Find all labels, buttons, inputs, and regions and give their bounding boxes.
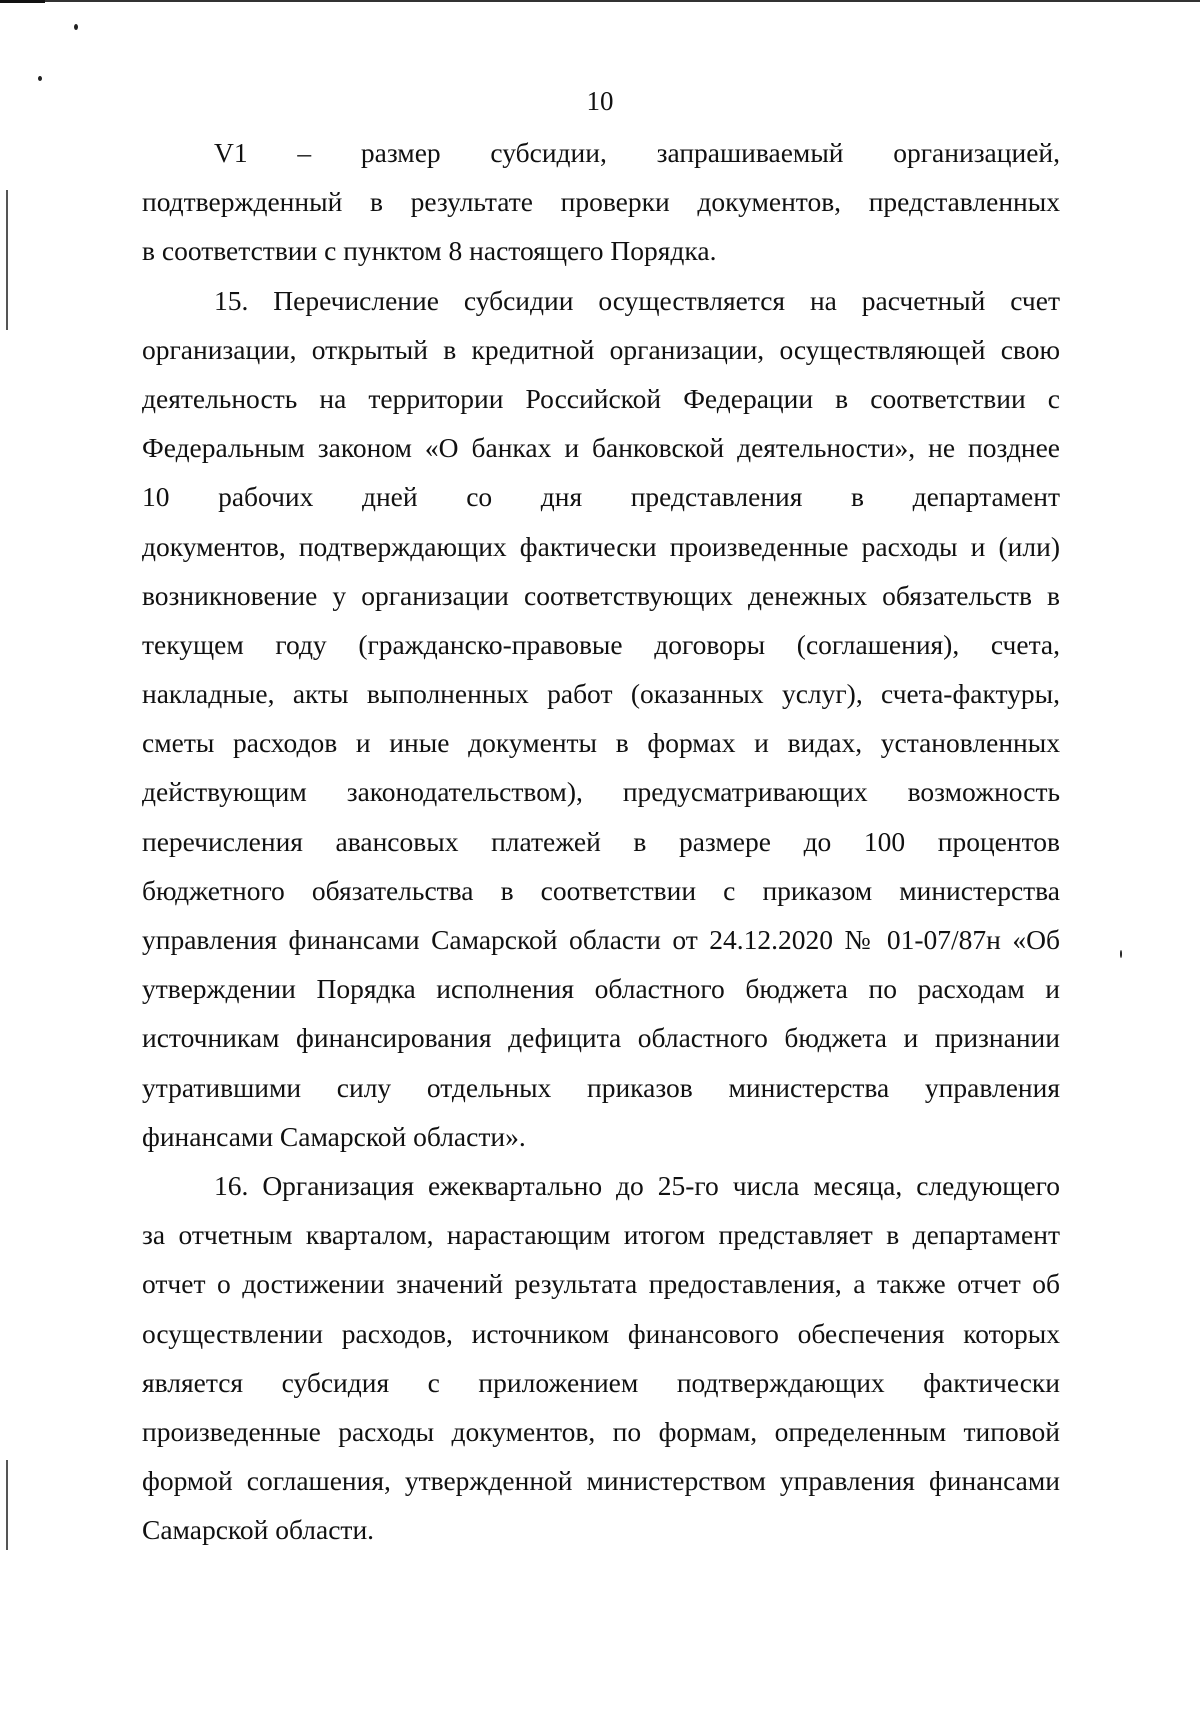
text-line: подтвержденный в результате проверки документов, представленных — [142, 186, 1060, 218]
scan-speck — [74, 24, 78, 30]
text-line: финансами Самарской области». — [142, 1120, 526, 1152]
text-line: формой соглашения, утвержденной министерством управления финансами — [142, 1465, 1060, 1497]
text-line: утверждении Порядка исполнения областного бюджета по расходам и — [142, 973, 1060, 1005]
scan-speck — [38, 76, 42, 81]
text-line: организации, открытый в кредитной организации, осуществляющей свою — [142, 333, 1060, 365]
document-body — [142, 128, 1060, 1554]
text-line: управления финансами Самарской области от 24.12.2020 № 01-07/87н «Об — [142, 924, 1060, 955]
text-line: произведенные расходы документов, по формам, определенным типовой — [142, 1415, 1060, 1447]
text-line: в соответствии с пунктом 8 настоящего Порядка. — [142, 235, 717, 267]
paragraph-15 — [142, 276, 1060, 1161]
text-line: бюджетного обязательства в соответствии с приказом министерства — [142, 874, 1060, 906]
text-line: деятельность на территории Российской Федерации в соответствии с — [142, 382, 1060, 414]
text-line: является субсидия с приложением подтверждающих фактически — [142, 1366, 1060, 1398]
text-line: текущем году (гражданско-правовые договоры (соглашения), счета, — [142, 628, 1060, 660]
scan-left-edge-mark — [6, 1460, 8, 1550]
text-line: 16. Организация ежеквартально до 25-го числа месяца, следующего — [214, 1169, 1060, 1201]
text-line: 15. Перечисление субсидии осуществляется на расчетный счет — [214, 284, 1060, 316]
text-line: сметы расходов и иные документы в формах и видах, установленных — [142, 727, 1060, 759]
text-line: документов, подтверждающих фактически произведенные расходы и (или) — [142, 530, 1060, 562]
paragraph-16 — [142, 1161, 1060, 1555]
text-line: осуществлении расходов, источником финансового обеспечения которых — [142, 1317, 1060, 1349]
text-line: источникам финансирования дефицита областного бюджета и признании — [142, 1022, 1060, 1054]
paragraph-v1-definition — [142, 128, 1060, 276]
text-line: возникновение у организации соответствующих денежных обязательств в — [142, 579, 1060, 611]
scan-top-edge — [0, 0, 1200, 2]
text-line: действующим законодательством), предусматривающих возможность — [142, 776, 1060, 808]
text-line: перечисления авансовых платежей в размере до 100 процентов — [142, 825, 1060, 857]
page-number: 10 — [586, 86, 614, 116]
text-line: утратившими силу отдельных приказов министерства управления — [142, 1071, 1060, 1103]
text-line: 10 рабочих дней со дня представления в департамент — [142, 481, 1060, 513]
scan-top-mark — [0, 0, 45, 3]
scan-left-edge-mark — [6, 190, 8, 330]
text-line: отчет о достижении значений результата предоставления, а также отчет об — [142, 1268, 1060, 1300]
text-line: за отчетным кварталом, нарастающим итогом представляет в департамент — [142, 1219, 1060, 1251]
text-line: накладные, акты выполненных работ (оказанных услуг), счета-фактуры, — [142, 678, 1060, 710]
text-line: Федеральным законом «О банках и банковской деятельности», не позднее — [142, 432, 1060, 464]
text-line: V1 – размер субсидии, запрашиваемый организацией, — [214, 137, 1060, 168]
scan-speck — [1120, 950, 1122, 958]
text-line: Самарской области. — [142, 1514, 375, 1546]
